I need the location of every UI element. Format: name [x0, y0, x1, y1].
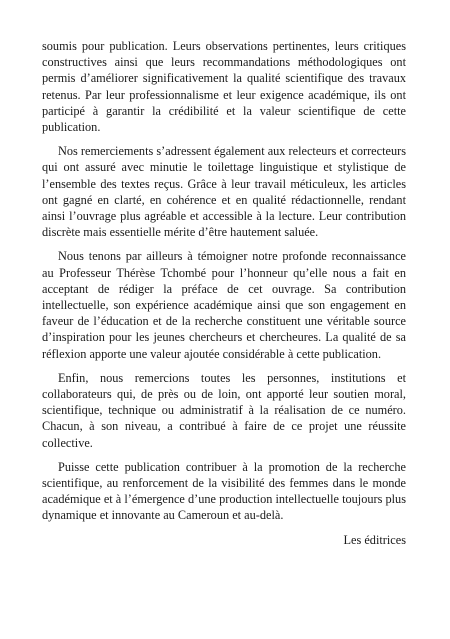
paragraph-proofreaders: Nos remerciements s’adressent également aux relecteurs et correcteurs qui ont assuré avec minutie le toilettage linguistique et stylistique de l’ensemble des textes reçus. Grâce à leur travail méticuleux, les articles ont gagné en clarté, en cohérence et en qualité rédactionnelle, rendant ainsi l’ouvrage plus agréable et accessible à la lecture. Leur contribution discrète mais essentielle mérite d’être hautement saluée.	[42, 144, 406, 240]
document-page	[42, 38, 406, 548]
paragraph-general-thanks: Enfin, nous remercions toutes les personnes, institutions et collaborateurs qui, de près ou de loin, ont apporté leur soutien moral, scientifique, technique ou administratif à la réalisation de ce numéro. Chacun, à son niveau, a contribué à faire de ce projet une réussite collective.	[42, 370, 406, 450]
paragraph-preface-thanks: Nous tenons par ailleurs à témoigner notre profonde reconnaissance au Professeur Thérèse Tchombé pour l’honneur qu’elle nous a fait en acceptant de rédiger la préface de cet ouvrage. Sa contribution intellectuelle, son expérience académique ainsi que son engagement en faveur de l’éducation et de la recherche constituent une véritable source d’inspiration pour les jeunes chercheurs et chercheures. La qualité de sa réflexion apporte une valeur ajoutée considérable à cette publication.	[42, 249, 406, 361]
signature: Les éditrices	[343, 532, 406, 547]
paragraph-closing-wish: Puisse cette publication contribuer à la promotion de la recherche scientifique, au renforcement de la visibilité des femmes dans le monde académique et à l’émergence d’une production intellectuelle toujours plus dynamique et innovante au Cameroun et au-delà.	[42, 459, 406, 523]
paragraph-reviewers-continuation: soumis pour publication. Leurs observations pertinentes, leurs critiques constructives ainsi que leurs recommandations méthodologiques ont permis d’améliorer significativement la qualité scientifique des travaux retenus. Par leur professionnalisme et leur exigence académique, ils ont participé à garantir la crédibilité et la valeur scientifique de cette publication.	[42, 39, 406, 135]
